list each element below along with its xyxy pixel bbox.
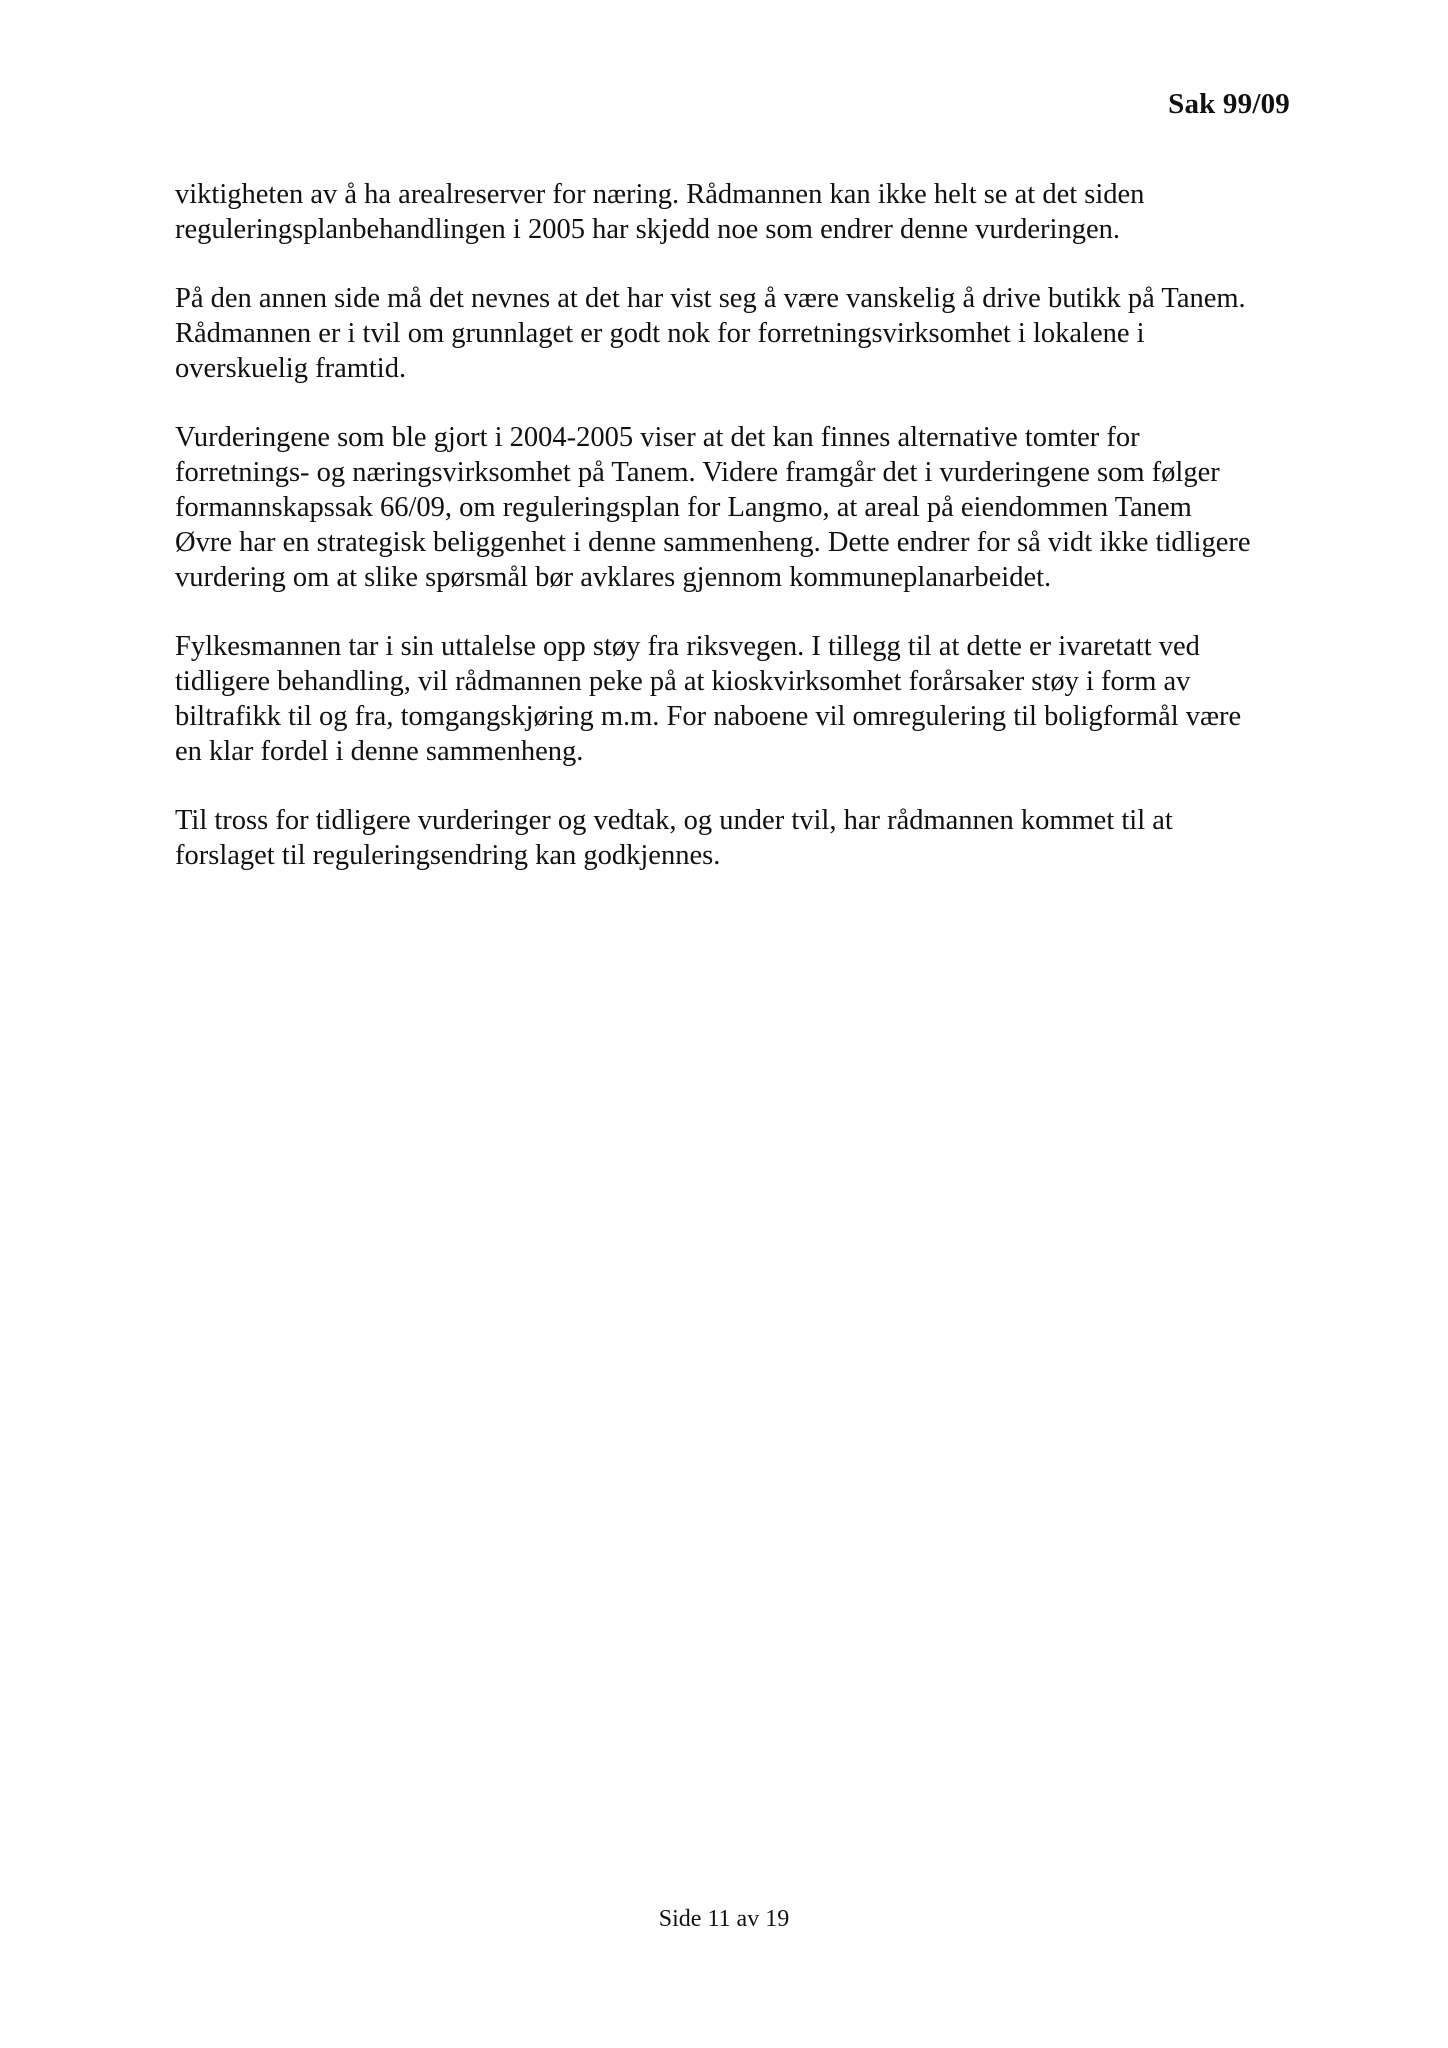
text-line: Fylkesmannen tar i sin uttalelse opp støy fra riksvegen. I tillegg til at dette er ivaretatt ved — [175, 631, 1200, 662]
paragraph — [175, 629, 1295, 769]
body-text — [175, 177, 1295, 907]
text-line: reguleringsplanbehandlingen i 2005 har skjedd noe som endrer denne vurderingen. — [175, 214, 1120, 245]
text-line: en klar fordel i denne sammenheng. — [175, 736, 584, 767]
text-line: formannskapssak 66/09, om reguleringsplan for Langmo, at areal på eiendommen Tanem — [175, 492, 1192, 523]
text-line: biltrafikk til og fra, tomgangskjøring m.m. For naboene vil omregulering til boligformål være — [175, 701, 1242, 732]
text-line: Vurderingene som ble gjort i 2004-2005 viser at det kan finnes alternative tomter for — [175, 422, 1140, 453]
paragraph — [175, 281, 1295, 386]
text-line: forslaget til reguleringsendring kan godkjennes. — [175, 840, 721, 871]
text-line: vurdering om at slike spørsmål bør avklares gjennom kommuneplanarbeidet. — [175, 562, 1052, 593]
text-line: Øvre har en strategisk beliggenhet i denne sammenheng. Dette endrer for så vidt ikke tidligere — [175, 527, 1251, 558]
text-line: tidligere behandling, vil rådmannen peke på at kioskvirksomhet forårsaker støy i form av — [175, 666, 1191, 697]
text-line: viktigheten av å ha arealreserver for næring. Rådmannen kan ikke helt se at det siden — [175, 179, 1145, 210]
text-line: Til tross for tidligere vurderinger og vedtak, og under tvil, har rådmannen kommet til at — [175, 805, 1173, 836]
text-line: overskuelig framtid. — [175, 353, 407, 384]
text-line: forretnings- og næringsvirksomhet på Tanem. Videre framgår det i vurderingene som følger — [175, 457, 1220, 488]
paragraph — [175, 420, 1295, 595]
text-line: Rådmannen er i tvil om grunnlaget er godt nok for forretningsvirksomhet i lokalene i — [175, 318, 1145, 349]
case-reference: Sak 99/09 — [1168, 88, 1290, 120]
text-line: På den annen side må det nevnes at det har vist seg å være vanskelig å drive butikk på Tanem. — [175, 283, 1246, 314]
page-number: Side 11 av 19 — [658, 1906, 790, 1932]
paragraph — [175, 177, 1295, 247]
paragraph — [175, 803, 1295, 873]
